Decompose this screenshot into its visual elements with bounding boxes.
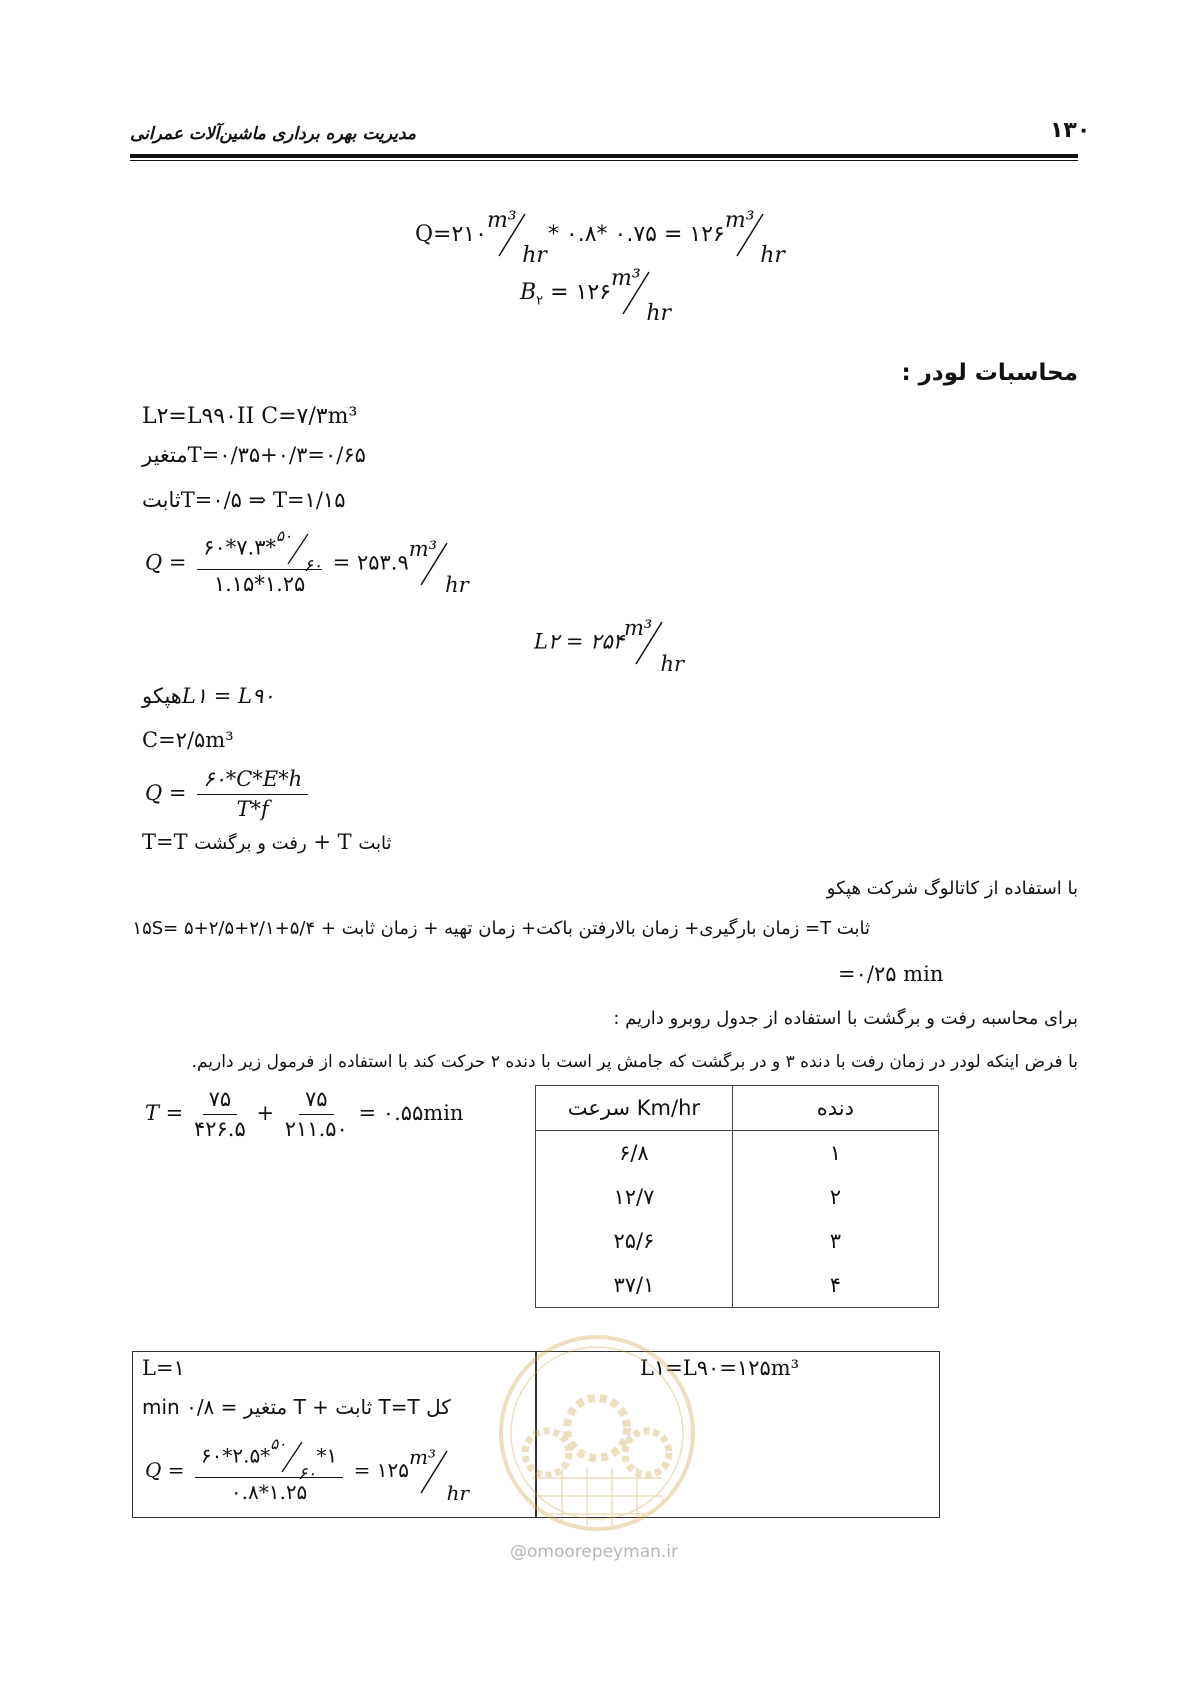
unit-fraction: m³ hr <box>486 208 547 268</box>
l2-result: L۲ = ۲۵۴ m³ hr <box>534 616 685 676</box>
fixed-time-min: =۰/۲۵ min <box>838 962 944 986</box>
gear-header: دنده <box>732 1086 938 1131</box>
watermark-site: @omoorepeyman.ir <box>510 1542 679 1562</box>
assumption-text: با فرض اینکه لودر در زمان رفت با دنده ۳ و در برگشت که جامش پر است با دنده ۲ حرکت کند با استفاده از فرمول زیر داریم. <box>191 1052 1078 1072</box>
table-row: ۳۷/۱ ۴ <box>536 1263 939 1308</box>
unit-fraction: m³ hr <box>624 616 685 676</box>
b2-value: = ۱۲۶ <box>543 280 612 305</box>
summary-l1: L=۱ <box>142 1356 185 1380</box>
q-mult: * ۰.۸* ۰.۷۵ = <box>547 222 690 247</box>
unit-fraction: m³ hr <box>724 208 785 268</box>
q-prefix: Q= <box>415 222 452 247</box>
speed-table <box>535 1085 939 1308</box>
catalog-intro: با استفاده از کاتالوگ شرکت هپکو <box>826 878 1078 899</box>
t-sum-line: T=T رفت و برگشت + T ثابت <box>142 830 392 854</box>
section-heading: محاسبات لودر : <box>901 360 1078 386</box>
unit-fraction: m³ hr <box>409 1444 470 1505</box>
header-rule <box>130 154 1078 158</box>
summary-q-formula: Q = ۶۰*۲.۵* ۵۰ ۶۰ *۱ ۰.۸*۱.۲۵ = ۱۲۵ m³ hr <box>145 1435 470 1505</box>
table-row: ۶/۸ ۱ <box>536 1131 939 1176</box>
fixed-time-line: ثابت T= زمان بارگیری+ زمان بالارفتن باکت+ زمان تهیه + زمان ثابت + ۵/۴+۲/۱+۲/۵+۵ =۱۵S <box>132 918 870 939</box>
at-icon: @ <box>510 1542 527 1562</box>
header-rule-thin <box>130 160 1078 161</box>
page-number: ۱۳۰ <box>1050 118 1091 143</box>
watermark-logo <box>492 1328 702 1538</box>
table-row: ۱۲/۷ ۲ <box>536 1175 939 1219</box>
q-l2-formula: Q = ۶۰*۷.۳* ۵۰ ۶۰ ۱.۱۵*۱.۲۵ = ۲۵۳.۹ m³ hr <box>145 527 469 598</box>
b2-formula: $B_۲$ = ۱۲۶ m³ hr <box>520 266 672 326</box>
q-general-formula: Q = $\frac{۶۰*C*E*h}{T*f}$ <box>145 768 312 821</box>
t-variable-line: متغیرT=۰/۳۵+۰/۳=۰/۶۵ <box>142 443 366 467</box>
unit-fraction: m³ hr <box>611 266 672 326</box>
excavator-q-formula <box>415 208 785 268</box>
book-title: مدیریت بهره برداری ماشین‌آلات عمرانی <box>130 124 417 144</box>
summary-right-line: L۱=L۹۰=۱۲۵m³ <box>640 1356 800 1380</box>
unit-fraction: m³ hr <box>408 537 469 598</box>
q-coef: ۲۱۰ <box>451 222 487 247</box>
implies-symbol: ⇒ <box>248 488 267 512</box>
table-intro: برای محاسبه رفت و برگشت با استفاده از جدول روبرو داریم : <box>613 1008 1078 1029</box>
travel-time-formula: T = $\frac{۷۵}{۴۲۶.۵}$ + $\frac{۷۵}{۲۱۱.۵۰}$ = ۰.۵۵min <box>145 1087 464 1142</box>
summary-t-total: کل T=T ثابت + T متغیر = ۰/۸ min <box>142 1395 451 1419</box>
q-result: ۱۲۶ <box>689 222 725 247</box>
t-fixed-line: ثابتT=۰/۵ ⇒ T=۱/۱۵ <box>142 488 346 512</box>
l2-spec: L۲=L۹۹۰II C=۷/۳m³ <box>142 404 358 429</box>
b2-label: B <box>520 280 537 305</box>
l1-line: هپکوL۱ = L۹۰ <box>142 684 275 708</box>
speed-header: سرعت Km/hr <box>536 1086 733 1131</box>
l1-capacity: C=۲/۵m³ <box>142 728 234 752</box>
table-row: ۲۵/۶ ۳ <box>536 1219 939 1263</box>
